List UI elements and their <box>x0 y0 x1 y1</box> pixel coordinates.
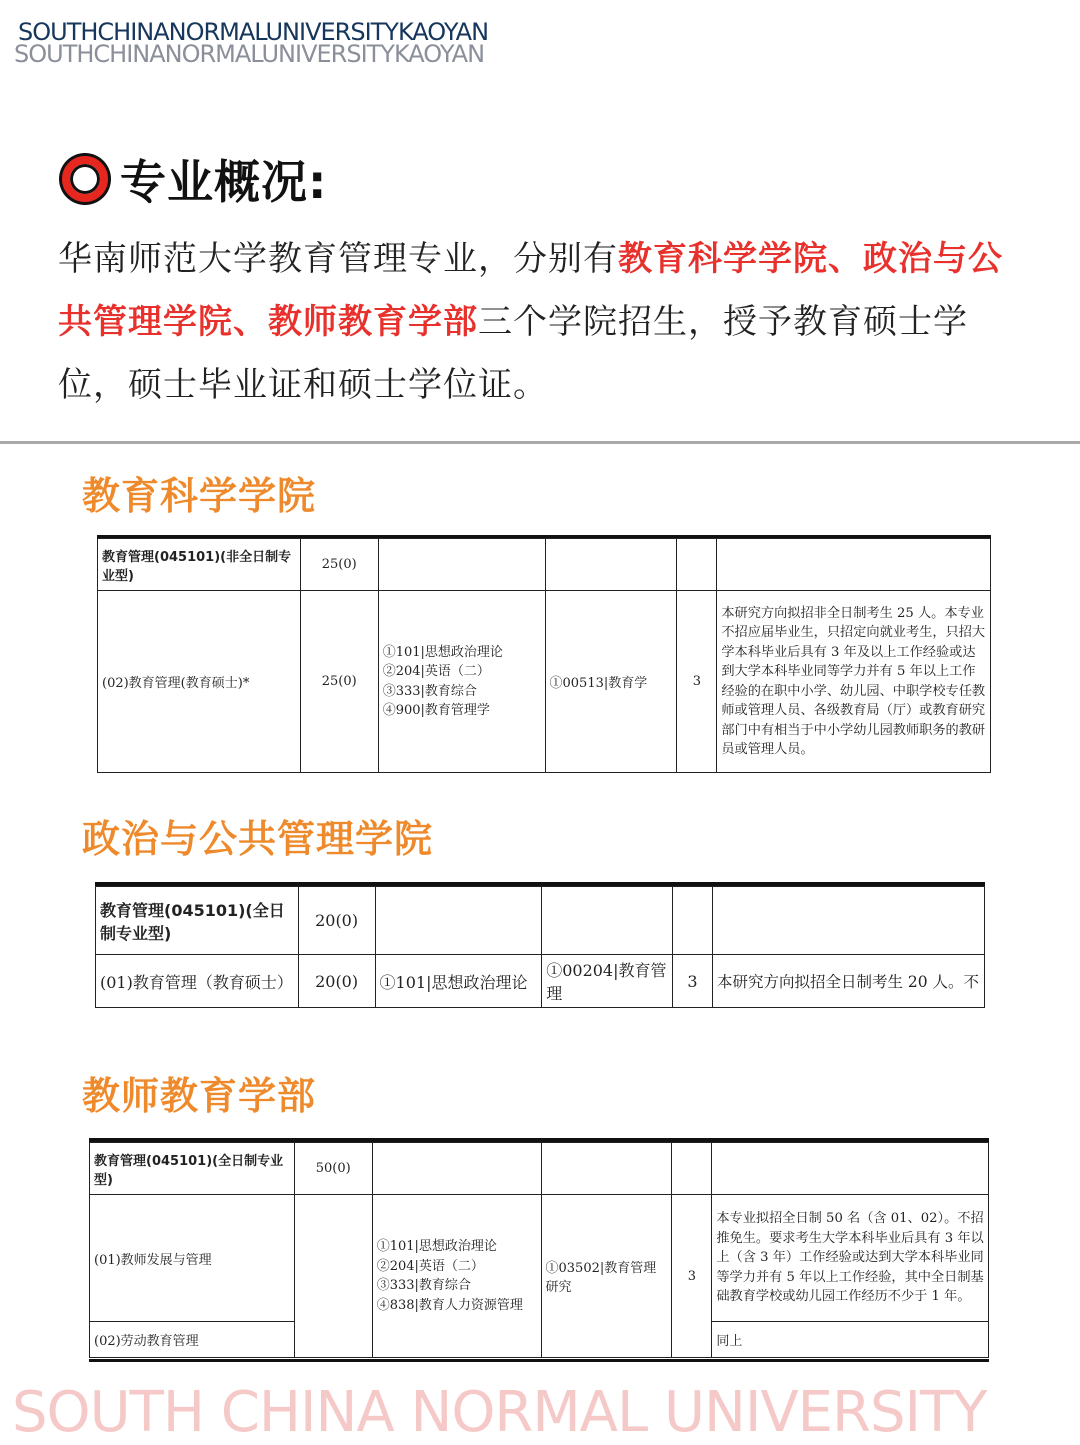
exam-subjects-cell <box>378 591 545 773</box>
intro-text-1: 华南师范大学教育管理专业，分别有 <box>58 239 618 279</box>
table-row <box>96 955 985 1008</box>
section-title-teacher-education: 教师教育学部 <box>82 1074 317 1118</box>
empty-cell <box>372 1143 541 1195</box>
intro-highlight: 教育科学学院、政治与公共管理学院、教师教育学部 <box>58 239 1003 342</box>
brand-line-2: SOUTHCHINANORMALUNIVERSITYKAOYAN <box>14 40 485 68</box>
years-cell: 3 <box>673 955 713 1008</box>
empty-cell <box>677 539 717 591</box>
retest-cell: ①00204|教育管理 <box>542 955 673 1008</box>
table-bottom-rule <box>89 1359 989 1362</box>
major-cell: 教育管理(045101)(全日制专业型) <box>90 1143 295 1195</box>
exam-subject: ①101|思想政治理论 <box>375 955 542 1008</box>
empty-cell <box>378 539 545 591</box>
table-row <box>98 591 991 773</box>
years-cell: 3 <box>672 1195 712 1358</box>
exam-subjects-cell <box>372 1195 541 1358</box>
table-header-row <box>90 1143 989 1195</box>
direction-cell: (02)劳动教育管理 <box>90 1322 295 1358</box>
intro-text-2: 三个学院招生，授予教育硕士学位，硕士毕业证和硕士学位证。 <box>58 302 968 405</box>
empty-cell <box>717 539 991 591</box>
empty-cell <box>541 1143 672 1195</box>
empty-cell <box>672 1143 712 1195</box>
remark-cell: 本研究方向拟招全日制考生 20 人。不 <box>712 955 984 1008</box>
table-header-row <box>96 887 985 955</box>
exam-subject: ①101|思想政治理论 <box>376 1239 497 1254</box>
quota-cell <box>294 1195 372 1358</box>
remark-cell: 本研究方向拟招非全日制考生 25 人。本专业不招应届毕业生，只招定向就业考生，只招大学本科毕业后具有 3 年及以上工作经验或达到大学本科毕业同等学力并有 5 年以上工作经验的在职中小学、幼儿园、中职学校专任教师或管理人员、各级教育局（厅）或教育研究部门中有相当于中小学幼儿园教师职务的教研员或管理人员。 <box>717 591 991 773</box>
exam-subject: ②204|英语（二） <box>382 664 490 679</box>
empty-cell <box>712 887 984 955</box>
quota-cell: 25(0) <box>300 591 378 773</box>
table-politics-public-admin <box>95 886 985 1008</box>
quota-cell: 25(0) <box>300 539 378 591</box>
divider <box>0 441 1080 444</box>
major-cell: 教育管理(045101)(非全日制专业型) <box>98 539 301 591</box>
target-ring-icon <box>62 156 108 202</box>
retest-cell: ①03502|教育管理研究 <box>541 1195 672 1358</box>
quota-cell: 20(0) <box>298 955 375 1008</box>
remark-cell: 同上 <box>712 1322 989 1358</box>
empty-cell <box>542 887 673 955</box>
direction-cell: (01)教师发展与管理 <box>90 1195 295 1322</box>
direction-cell: (02)教育管理(教育硕士)* <box>98 591 301 773</box>
years-cell: 3 <box>677 591 717 773</box>
quota-cell: 50(0) <box>294 1143 372 1195</box>
quota-cell: 20(0) <box>298 887 375 955</box>
empty-cell <box>712 1143 989 1195</box>
watermark-text: SOUTH CHINA NORMAL UNIVERSITY <box>12 1380 987 1445</box>
heading-title: 专业概况: <box>120 155 328 209</box>
section-heading <box>62 148 327 210</box>
intro-paragraph <box>58 228 1033 417</box>
remark-cell: 本专业拟招全日制 50 名（含 01、02）。不招推免生。要求考生大学本科毕业后具有 3 年以上（含 3 年）工作经验或达到大学本科毕业同等学力并有 5 年以上工作经验，其中全日制基础教育学校或幼儿园工作经历不少于 1 年。 <box>712 1195 989 1322</box>
empty-cell <box>375 887 542 955</box>
exam-subject: ④900|教育管理学 <box>382 703 490 718</box>
table-teacher-education <box>89 1142 989 1358</box>
direction-cell: (01)教育管理（教育硕士） <box>96 955 299 1008</box>
exam-subject: ②204|英语（二） <box>376 1258 484 1274</box>
brand-logo <box>14 18 538 70</box>
empty-cell <box>673 887 713 955</box>
section-title-education-science: 教育科学学院 <box>82 474 317 518</box>
table-education-science <box>97 538 991 773</box>
exam-subject: ①101|思想政治理论 <box>382 644 503 660</box>
retest-cell: ①00513|教育学 <box>545 591 677 773</box>
exam-subject: ③333|教育综合 <box>382 683 477 699</box>
empty-cell <box>545 539 677 591</box>
major-cell: 教育管理(045101)(全日制专业型) <box>96 887 299 955</box>
exam-subject: ④838|教育人力资源管理 <box>376 1297 523 1313</box>
table-row <box>90 1195 989 1322</box>
section-title-politics-public-admin: 政治与公共管理学院 <box>82 817 434 861</box>
brand-line-1: SOUTHCHINANORMALUNIVERSITYKAOYAN <box>18 18 489 46</box>
exam-subject: ③333|教育综合 <box>376 1278 471 1293</box>
table-header-row <box>98 539 991 591</box>
